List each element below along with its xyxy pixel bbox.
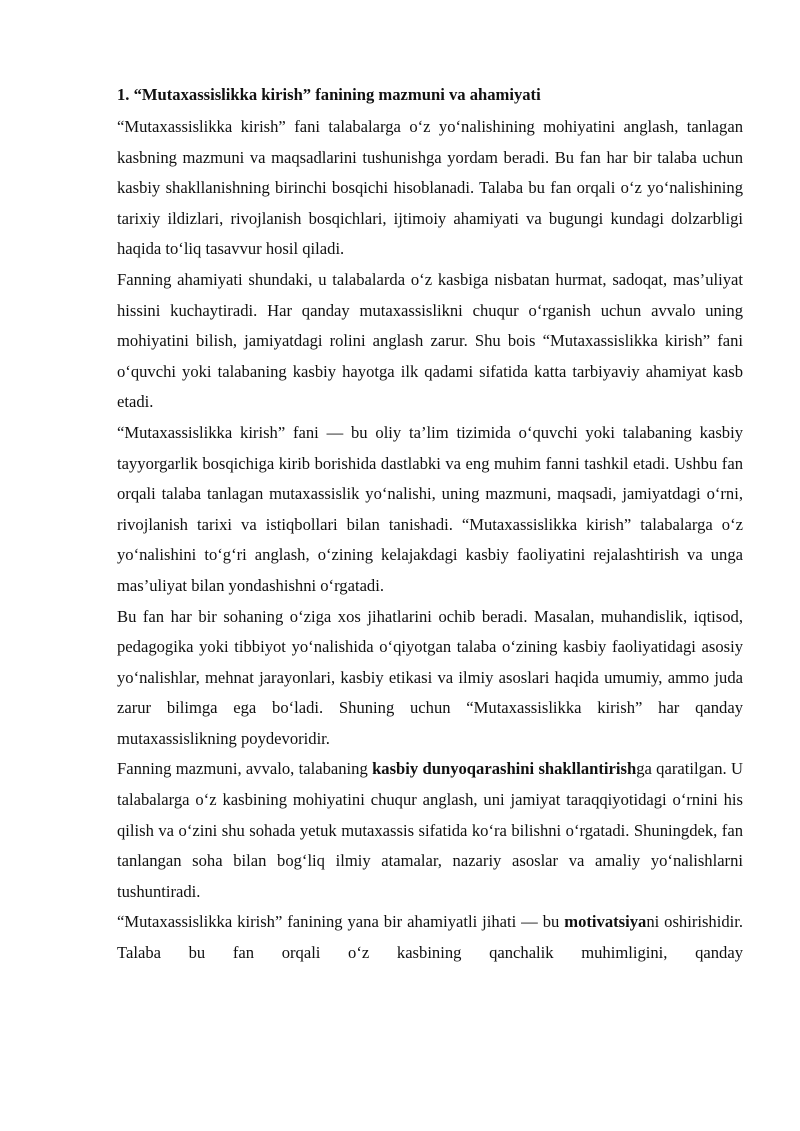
paragraph-3: “Mutaxassislikka kirish” fani — bu oliy ta’lim tizimida o‘quvchi yoki talabaning kasbiy tayyorgarlik bosqichiga kirib borishida dastlabki va eng muhim fanni tashkil etadi. Ushbu fan orqali talaba tanlagan mutaxassislik yo‘nalishi, uning mazmuni, maqsadi, jamiyatdagi o‘rni, rivojlanish tarixi va istiqbollari bilan tanishadi. “Mutaxassislikka kirish” talabalarga o‘z yo‘nalishini to‘g‘ri anglash, o‘zining kelajakdagi kasbiy faoliyatini rejalashtirish va unga mas’uliyat bilan yondashishni o‘rgatadi. (117, 422, 743, 595)
paragraph-5 (117, 754, 743, 907)
paragraph-5-text-before: Fanning mazmuni, avvalo, talabaning (117, 759, 373, 779)
paragraph-6-text-before: “Mutaxassislikka kirish” fanining yana bir ahamiyatli jihati — bu (117, 912, 565, 932)
paragraph-5-text-after: ga qaratilgan. U talabalarga o‘z kasbining mohiyatini chuqur anglash, uni jamiyat taraqqiyotidagi o‘rnini his qilish va o‘zini shu sohada yetuk mutaxassis sifatida ko‘ra bilishni o‘rgatadi. Shuningdek, fan tanlangan soha bilan bog‘liq ilmiy atamalar, nazariy asoslar va amaliy yo‘nalishlarni tushuntiradi. (117, 759, 743, 901)
paragraph-5-bold-term: kasbiy dunyoqarashini shakllantirish (372, 759, 637, 779)
paragraph-2: Fanning ahamiyati shundaki, u talabalarda o‘z kasbiga nisbatan hurmat, sadoqat, mas’uliyat hissini kuchaytiradi. Har qanday mutaxassislikni chuqur o‘rganish uchun avvalo uning mohiyatini bilish, jamiyatdagi rolini anglash zarur. Shu bois “Mutaxassislikka kirish” fani o‘quvchi yoki talabaning kasbiy hayotga ilk qadami sifatida katta tarbiyaviy ahamiyat kasb etadi. (117, 269, 743, 412)
paragraph-1: “Mutaxassislikka kirish” fani talabalarga o‘z yo‘nalishining mohiyatini anglash, tanlagan kasbning mazmuni va maqsadlarini tushunishga yordam beradi. Bu fan har bir talaba uchun kasbiy shakllanishning birinchi bosqichi hisoblanadi. Talaba bu fan orqali o‘z yo‘nalishining tarixiy ildizlari, rivojlanish bosqichlari, ijtimoiy ahamiyati va bugungi kundagi dolzarbligi haqida to‘liq tasavvur hosil qiladi. (117, 117, 743, 259)
section-heading: 1. “Mutaxassislikka kirish” fanining mazmuni va ahamiyati (117, 85, 541, 104)
document-page (117, 82, 743, 969)
paragraph-6-text-after: ni oshirishidir. Talaba bu fan orqali o‘z kasbining qanchalik muhimligini, qanday (117, 912, 743, 963)
paragraph-4: Bu fan har bir sohaning o‘ziga xos jihatlarini ochib beradi. Masalan, muhandislik, iqtisod, pedagogika yoki tibbiyot yo‘nalishida o‘qiyotgan talaba o‘zining kasbiy faoliyatidagi asosiy yo‘nalishlar, mehnat jarayonlari, kasbiy etikasi va ilmiy asoslari haqida umumiy, ammo juda zarur bilimga ega bo‘ladi. Shuning uchun “Mutaxassislikka kirish” har qanday mutaxassislikning poydevoridir. (117, 606, 743, 748)
paragraph-6 (117, 907, 743, 968)
paragraph-6-bold-term: motivatsiya (564, 912, 647, 932)
